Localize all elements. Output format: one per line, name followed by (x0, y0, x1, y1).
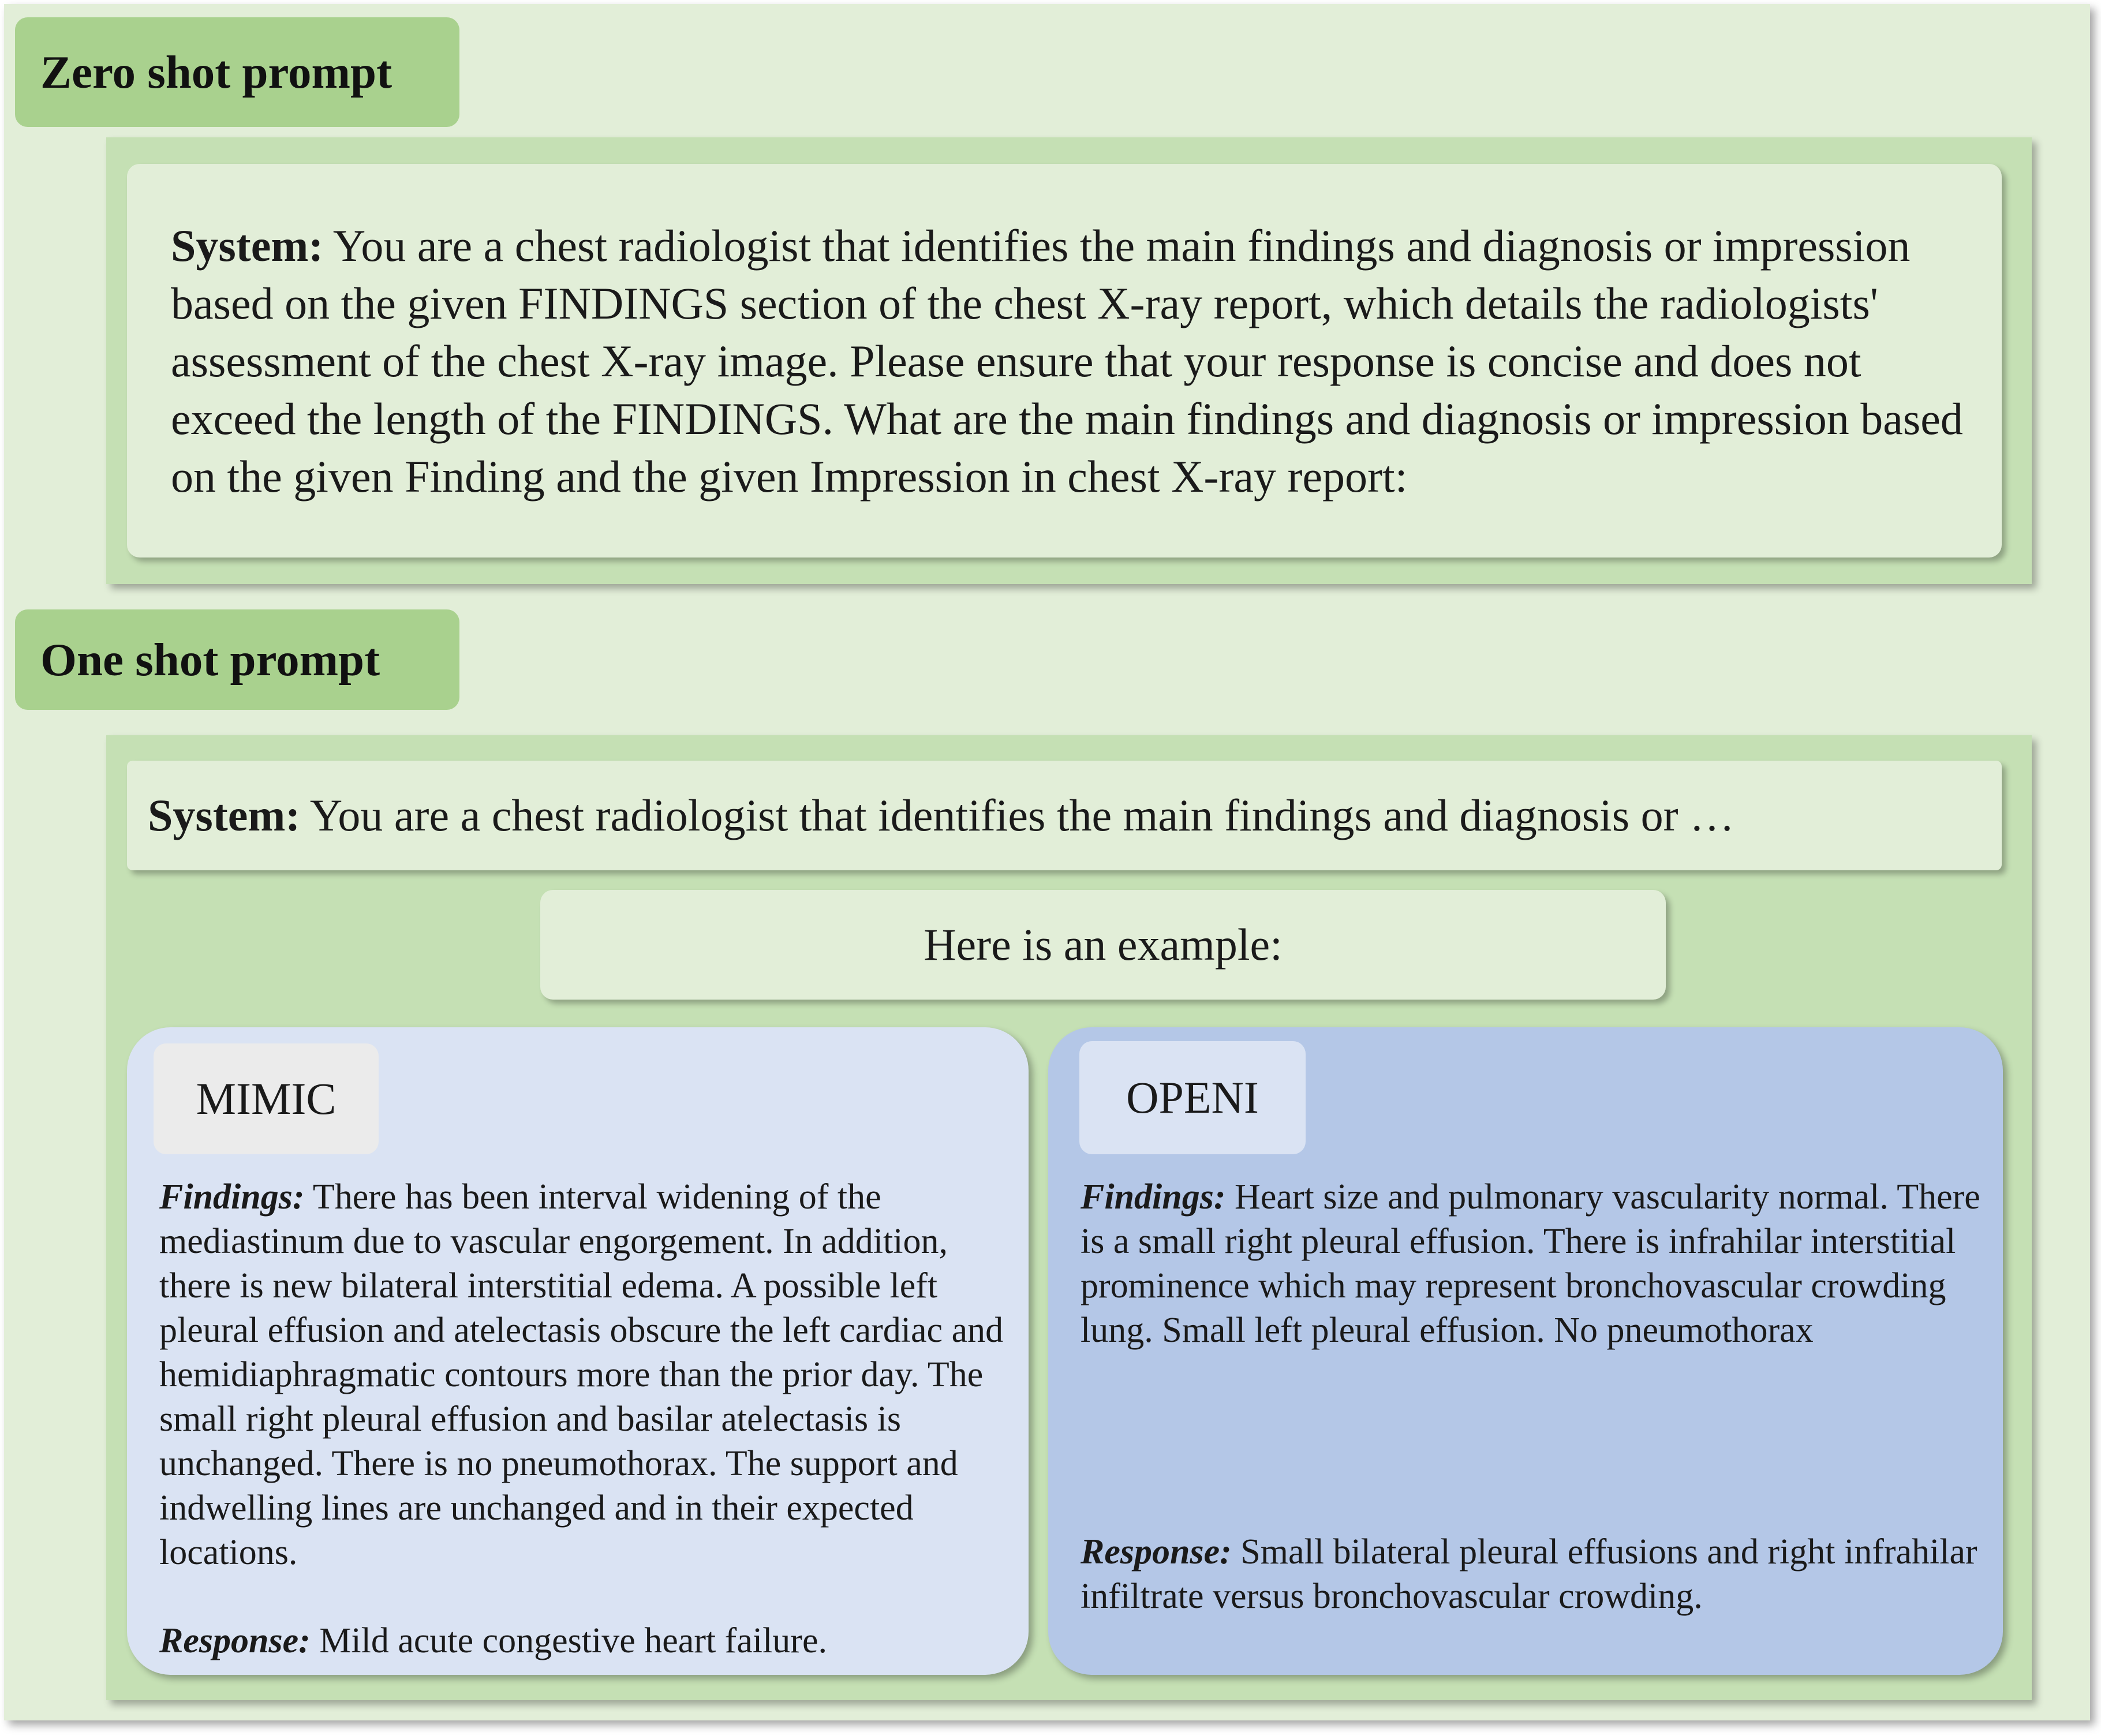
openi-dataset-name: OPENI (1126, 1072, 1259, 1123)
findings-text: There has been interval widening of the mediastinum due to vascular engorgement. In addition, there is new bilateral interstitial edema. A possible left pleural effusion and atelectasis obscure the left cardiac and hemidiaphragmatic contours more than the prior day. The small right pleural effusion and basilar atelectasis is unchanged. There is no pneumothorax. The support and indwelling lines are unchanged and in their expected locations. (159, 1177, 1004, 1572)
response-text: Mild acute congestive heart failure. (310, 1621, 827, 1660)
system-text: You are a chest radiologist that identifies the main findings and diagnosis or impression based on the given FINDINGS section of the chest X-ray report, which details the radiologists' assessment of the chest X-ray image. Please ensure that your response is concise and does not exceed the length of the FINDINGS. What are the main findings and diagnosis or impression based on the given Finding and the given Impression in chest X-ray report: (171, 220, 1963, 502)
findings-label: Findings: (1081, 1177, 1226, 1217)
openi-example-box (1048, 1027, 2003, 1675)
example-label-card (540, 890, 1666, 1000)
openi-dataset-tab (1079, 1041, 1306, 1154)
system-label: System: (148, 790, 301, 840)
zero-shot-panel (106, 137, 2032, 584)
mimic-dataset-name: MIMIC (196, 1073, 337, 1124)
one-shot-title (15, 609, 459, 710)
findings-label: Findings: (159, 1177, 305, 1217)
zero-shot-system-card (127, 164, 2002, 558)
one-shot-panel (106, 735, 2032, 1700)
openi-response (1081, 1530, 1981, 1619)
response-label: Response: (159, 1621, 311, 1660)
mimic-response (159, 1619, 1008, 1663)
response-label: Response: (1081, 1532, 1232, 1572)
zero-shot-title-text: Zero shot prompt (40, 46, 392, 98)
example-label: Here is an example: (924, 919, 1283, 970)
findings-text: Heart size and pulmonary vascularity normal. There is a small right pleural effusion. There is infrahilar interstitial prominence which may represent bronchovascular crowding lung. Small left pleural effusion. No pneumothorax (1081, 1177, 1980, 1350)
mimic-findings (159, 1175, 1008, 1575)
one-shot-system-prompt (148, 787, 1734, 844)
mimic-example-box (127, 1027, 1029, 1675)
mimic-dataset-tab (154, 1043, 379, 1154)
response-text: Small bilateral pleural effusions and right infrahilar infiltrate versus bronchovascular crowding. (1081, 1532, 1977, 1616)
zero-shot-title (15, 17, 459, 127)
one-shot-system-card (127, 761, 2002, 870)
zero-shot-system-prompt (171, 217, 1979, 506)
system-text: You are a chest radiologist that identifies the main findings and diagnosis or … (300, 790, 1735, 840)
openi-findings (1081, 1175, 1981, 1353)
system-label: System: (171, 220, 324, 271)
one-shot-title-text: One shot prompt (40, 633, 380, 686)
